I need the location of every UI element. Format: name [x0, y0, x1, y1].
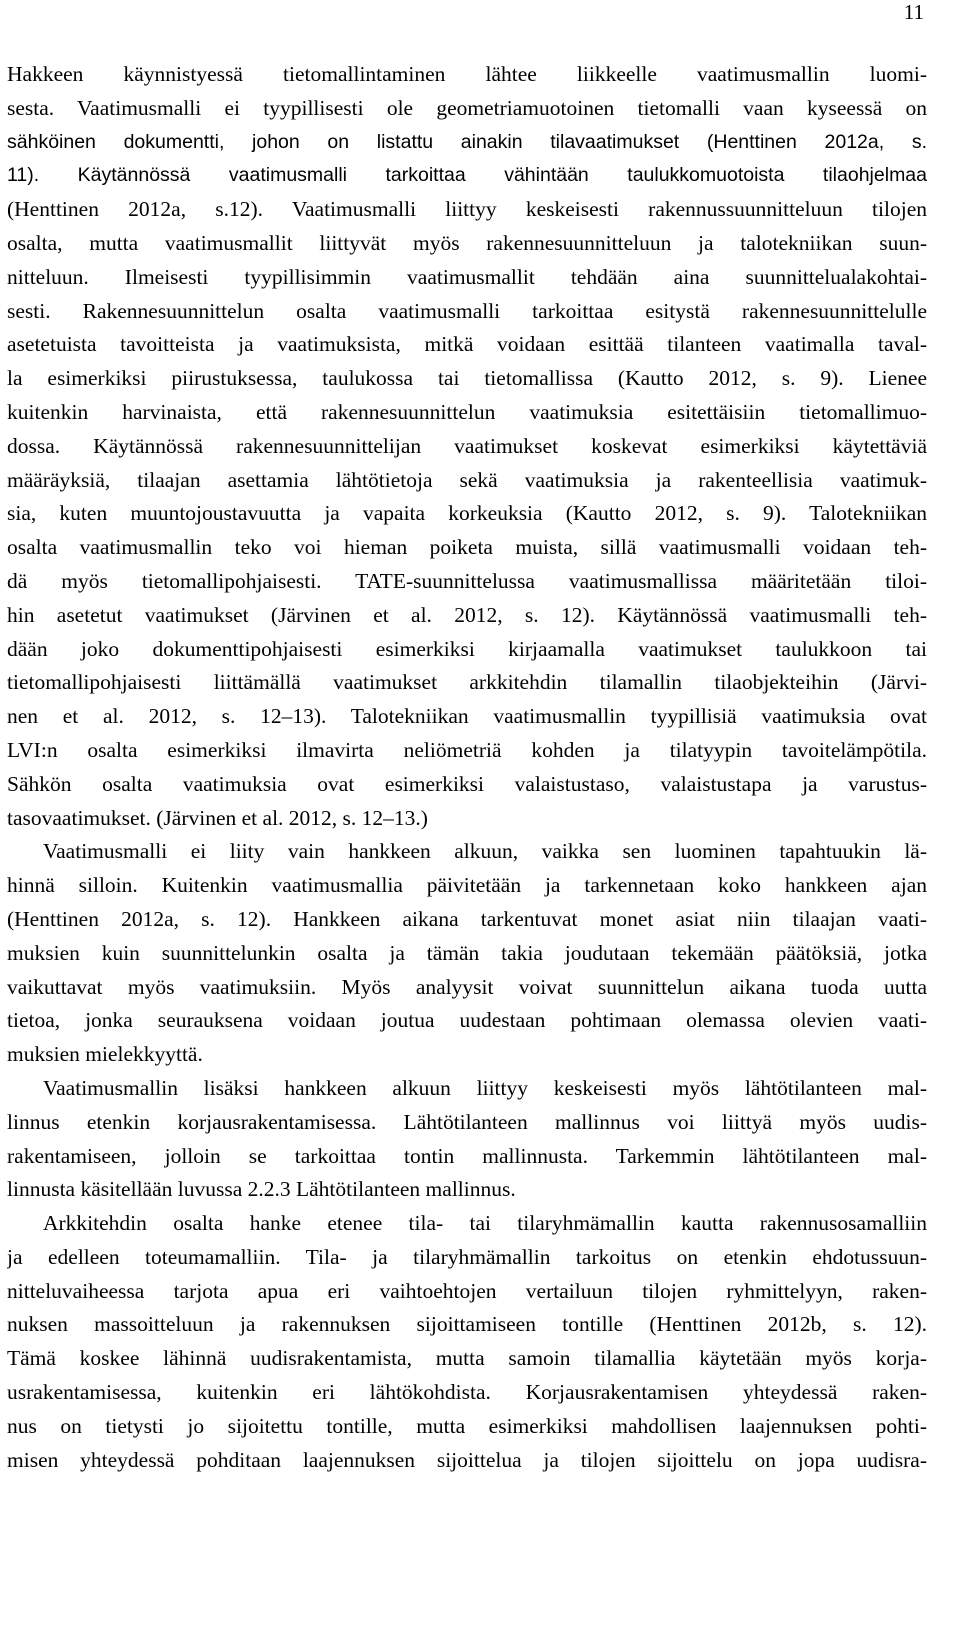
- text-line: misen yhteydessä pohditaan laajennuksen sijoittelua ja tilojen sijoittelu on jopa uudisra-: [7, 1447, 927, 1472]
- text-line: (Henttinen 2012a, s.12). Vaatimusmalli liittyy keskeisesti rakennussuunnitteluun tilojen: [7, 197, 927, 222]
- text-line: sesta. Vaatimusmalli ei tyypillisesti ole geometriamuotoinen tietomalli vaan kyseessä on: [7, 95, 927, 120]
- text-line: sesti. Rakennesuunnittelun osalta vaatimusmalli tarkoittaa esitystä rakennesuunnittelulle: [7, 298, 927, 323]
- text-line: Vaatimusmallin lisäksi hankkeen alkuun liittyy keskeisesti myös lähtötilanteen mal-: [43, 1075, 927, 1100]
- text-line: hin asetetut vaatimukset (Järvinen et al. 2012, s. 12). Käytännössä vaatimusmalli teh-: [7, 602, 927, 627]
- page-number: 11: [903, 0, 924, 24]
- text-line: nen et al. 2012, s. 12–13). Talotekniikan vaatimusmallin tyypillisiä vaatimuksia ovat: [7, 704, 927, 729]
- text-line: LVI:n osalta esimerkiksi ilmavirta neliömetriä kohden ja tilatyypin tavoitelämpötila.: [7, 737, 927, 762]
- text-line: nitteluvaiheessa tarjota apua eri vaihtoehtojen vertailuun tilojen ryhmittelyyn, raken-: [7, 1278, 927, 1303]
- text-line: hinnä silloin. Kuitenkin vaatimusmallia päivitetään ja tarkennetaan koko hankkeen ajan: [7, 873, 927, 898]
- text-line: tietoa, jonka seurauksena voidaan joutua uudestaan pohtimaan olemassa olevien vaati-: [7, 1008, 927, 1033]
- text-line: Arkkitehdin osalta hanke etenee tila- tai tilaryhmämallin kautta rakennusosamalliin: [43, 1211, 927, 1236]
- text-line: dossa. Käytännössä rakennesuunnittelijan vaatimukset koskevat esimerkiksi käytettäviä: [7, 433, 927, 458]
- paragraph-4: [7, 1207, 927, 1477]
- text-line: muksien kuin suunnittelunkin osalta ja tämän takia joudutaan tekemään päätöksiä, jotka: [7, 940, 927, 965]
- text-line: tietomallipohjaisesti liittämällä vaatimukset arkkitehdin tilamallin tilaobjekteihin (Järvi-: [7, 670, 927, 695]
- text-line: linnusta käsitellään luvussa 2.2.3 Lähtötilanteen mallinnus.: [7, 1177, 516, 1202]
- text-line: Sähkön osalta vaatimuksia ovat esimerkiksi valaistustaso, valaistustapa ja varustus-: [7, 771, 927, 796]
- text-line: 11). Käytännössä vaatimusmalli tarkoittaa vähintään taulukkomuotoista tilaohjelmaa: [7, 164, 927, 187]
- text-line: usrakentamisessa, kuitenkin eri lähtökohdista. Korjausrakentamisen yhteydessä raken-: [7, 1380, 927, 1405]
- text-line: vaikuttavat myös vaatimuksiin. Myös analyysit voivat suunnittelun aikana tuoda uutta: [7, 974, 927, 999]
- text-line: Tämä koskee lähinnä uudisrakentamista, mutta samoin tilamallia käytetään myös korja-: [7, 1346, 927, 1371]
- text-line: Vaatimusmalli ei liity vain hankkeen alkuun, vaikka sen luominen tapahtuukin lä-: [43, 839, 927, 864]
- text-line: asetetuista tavoitteista ja vaatimuksista, mitkä voidaan esittää tilanteen vaatimalla taval-: [7, 332, 927, 357]
- text-line: la esimerkiksi piirustuksessa, taulukossa tai tietomallissa (Kautto 2012, s. 9). Lienee: [7, 366, 927, 391]
- paragraph-2: [7, 835, 927, 1072]
- text-line: osalta, mutta vaatimusmallit liittyvät myös rakennesuunnitteluun ja talotekniikan suun-: [7, 230, 927, 255]
- text-line: nus on tietysti jo sijoitettu tontille, mutta esimerkiksi mahdollisen laajennuksen pohti-: [7, 1413, 927, 1438]
- text-line: linnus etenkin korjausrakentamisessa. Lähtötilanteen mallinnus voi liittyä myös uudis-: [7, 1109, 927, 1134]
- text-line: muksien mielekkyyttä.: [7, 1042, 203, 1067]
- text-line: sähköinen dokumentti, johon on listattu ainakin tilavaatimukset (Henttinen 2012a, s.: [7, 130, 927, 153]
- text-line: osalta vaatimusmallin teko voi hieman poiketa muista, sillä vaatimusmalli voidaan teh-: [7, 535, 927, 560]
- text-line: määräyksiä, tilaajan asettamia lähtötietoja sekä vaatimuksia ja rakenteellisia vaatimuk-: [7, 467, 927, 492]
- text-line: nuksen massoitteluun ja rakennuksen sijoittamiseen tontille (Henttinen 2012b, s. 12).: [7, 1312, 927, 1337]
- text-line: dään joko dokumenttipohjaisesti esimerkiksi kirjaamalla vaatimukset taulukkoon tai: [7, 636, 927, 661]
- text-line: Hakkeen käynnistyessä tietomallintaminen lähtee liikkeelle vaatimusmallin luomi-: [7, 62, 927, 86]
- text-line: sia, kuten muuntojoustavuutta ja vapaita korkeuksia (Kautto 2012, s. 9). Talotekniikan: [7, 501, 927, 526]
- paragraph-3: [7, 1072, 927, 1207]
- text-line: nitteluun. Ilmeisesti tyypillisimmin vaatimusmallit tehdään aina suunnittelualakohtai-: [7, 264, 927, 289]
- text-line: dä myös tietomallipohjaisesti. TATE-suunnittelussa vaatimusmallissa määritetään tiloi-: [7, 568, 927, 593]
- text-line: ja edelleen toteumamalliin. Tila- ja tilaryhmämallin tarkoitus on etenkin ehdotussuun-: [7, 1244, 927, 1269]
- text-line: kuitenkin harvinaista, että rakennesuunnittelun vaatimuksia esitettäisiin tietomallimuo-: [7, 399, 927, 424]
- body-text: [7, 58, 927, 1477]
- text-line: tasovaatimukset. (Järvinen et al. 2012, s. 12–13.): [7, 805, 428, 830]
- text-line: rakentamiseen, jolloin se tarkoittaa tontin mallinnusta. Tarkemmin lähtötilanteen mal-: [7, 1143, 927, 1168]
- paragraph-1: [7, 58, 927, 835]
- text-line: (Henttinen 2012a, s. 12). Hankkeen aikana tarkentuvat monet asiat niin tilaajan vaati-: [7, 906, 927, 931]
